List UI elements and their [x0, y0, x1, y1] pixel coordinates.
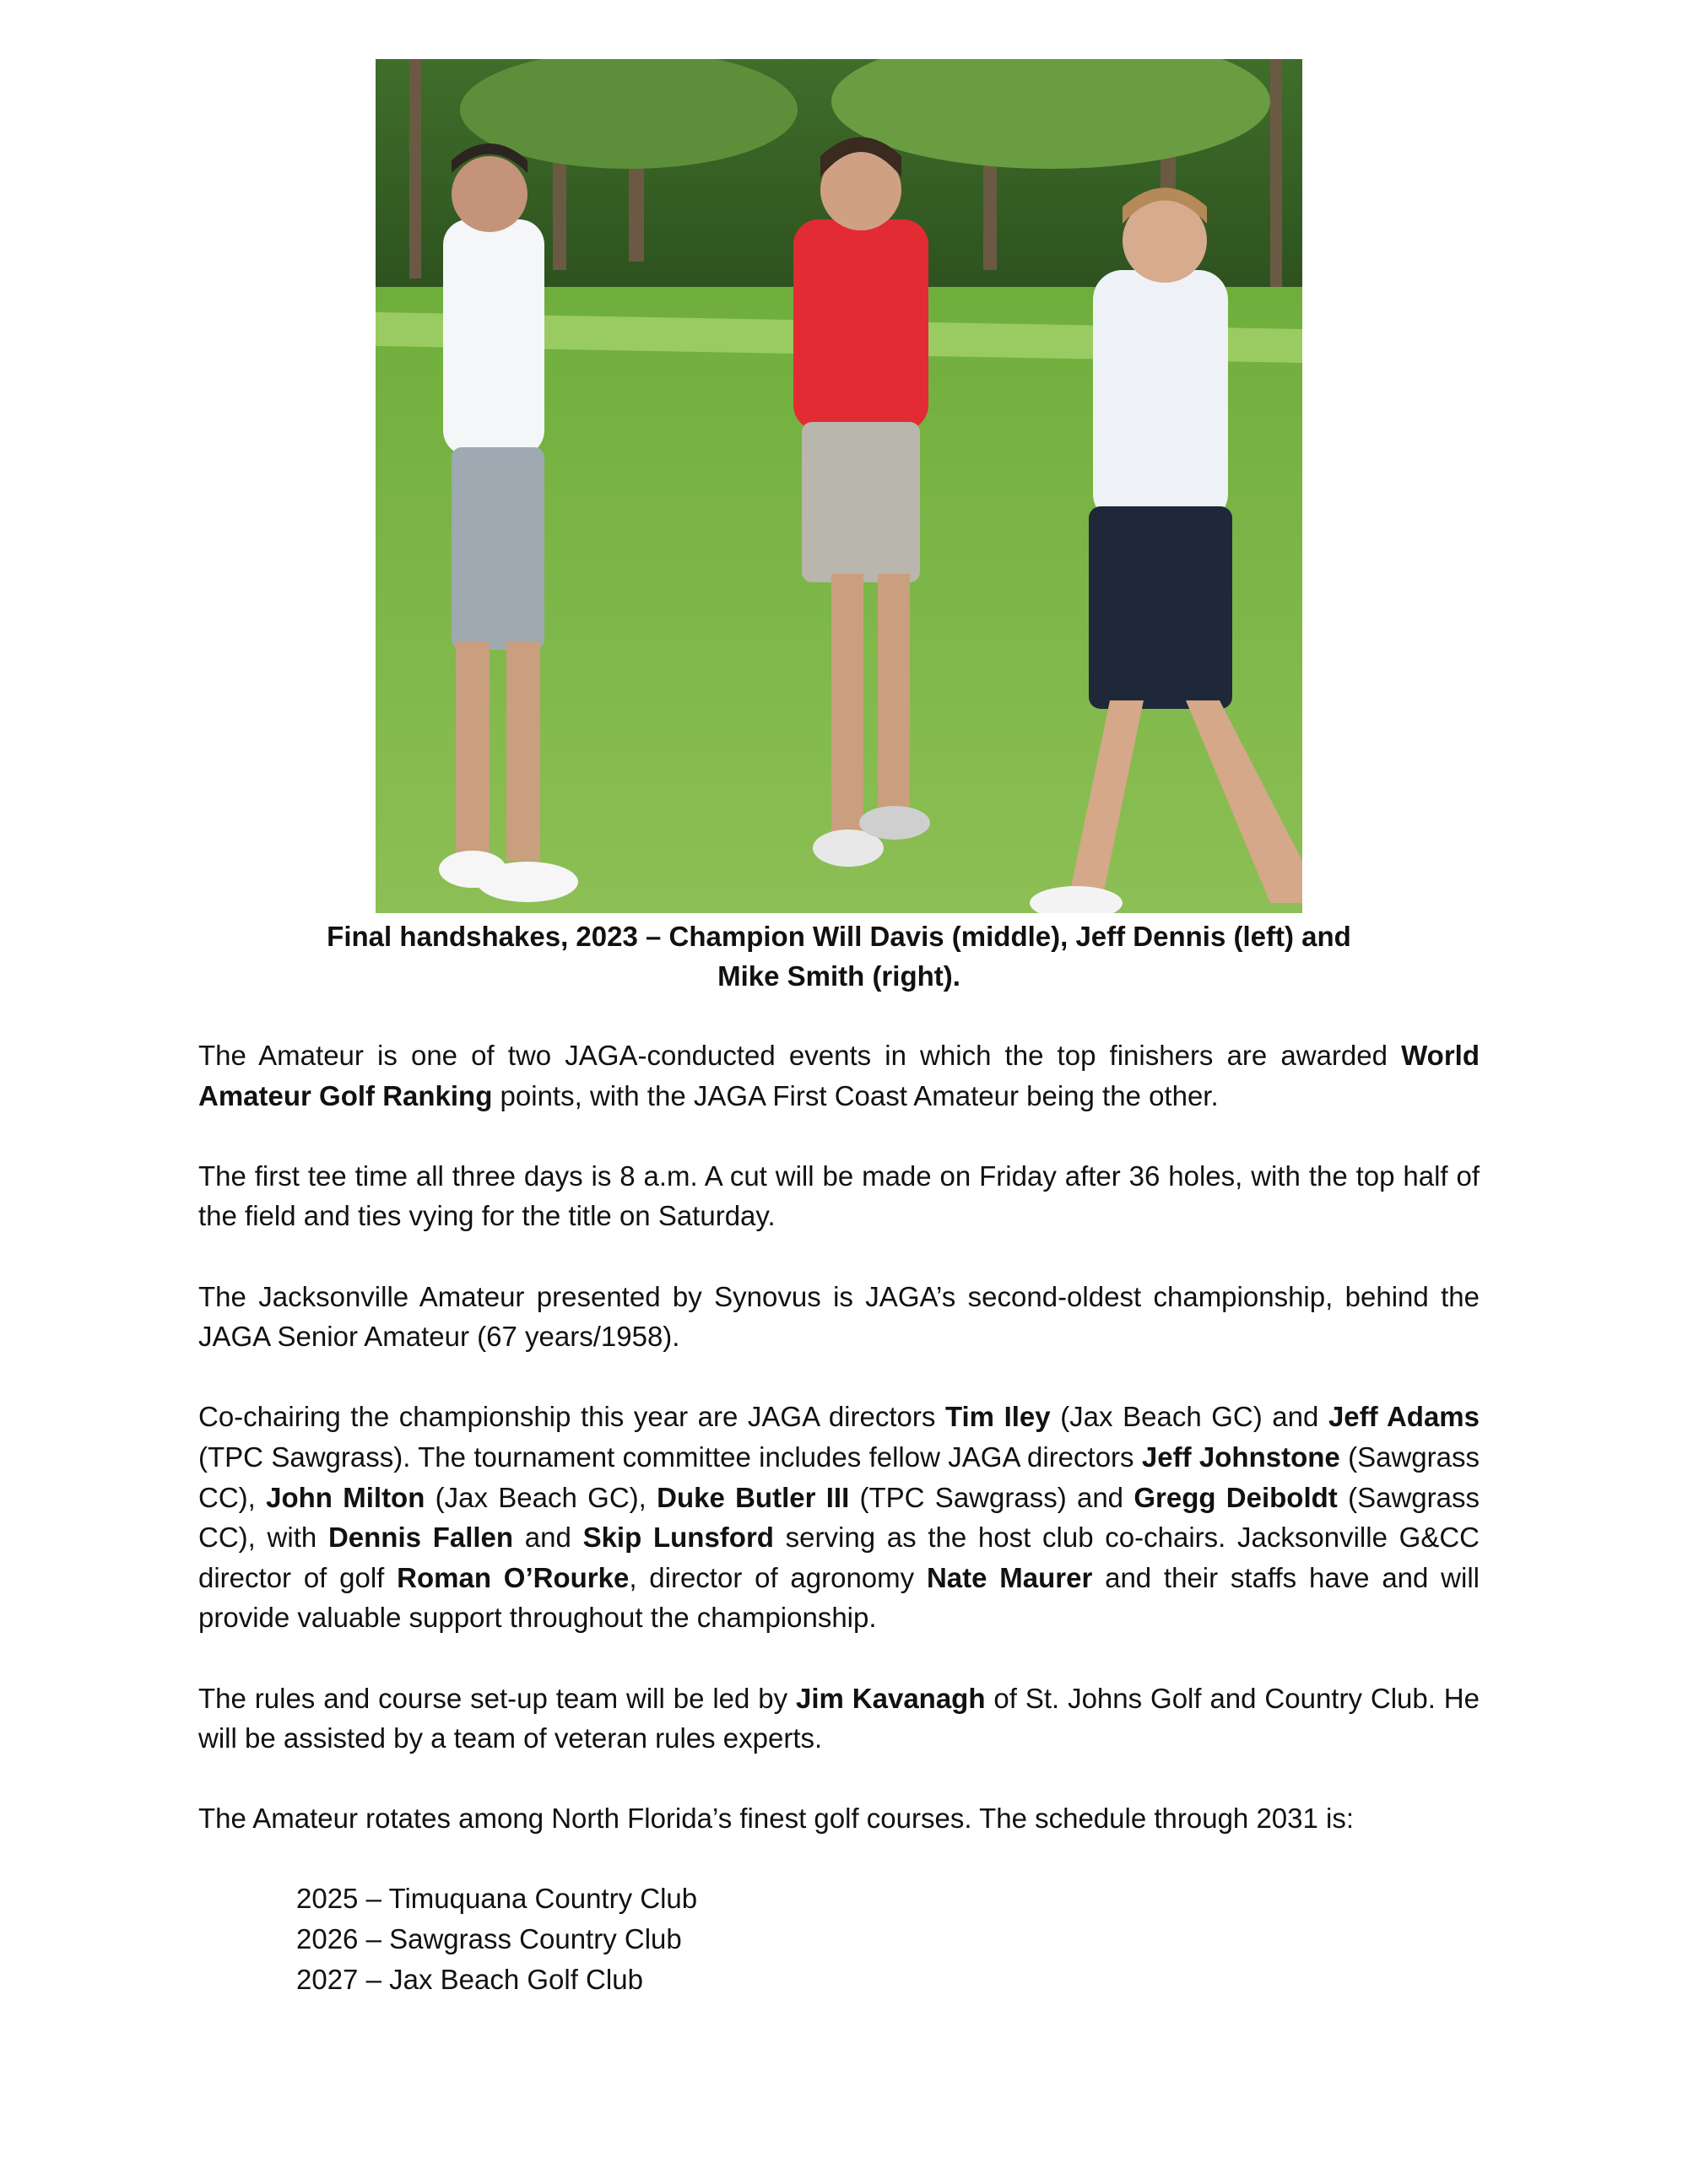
bold-name: John Milton — [266, 1481, 425, 1513]
paragraph — [198, 1277, 1480, 1357]
caption-line-1: Final handshakes, 2023 – Champion Will Davis (middle), Jeff Dennis (left) and — [327, 921, 1351, 952]
bold-name: Jeff Johnstone — [1141, 1441, 1340, 1473]
text-segment: The Jacksonville Amateur presented by Synovus is JAGA’s second-oldest championship, behind the JAGA Senior Amateur (67 years/1958). — [198, 1280, 1480, 1353]
golfers-photo — [376, 59, 1302, 913]
text-segment: serving as the host club co-chairs. Jacksonville G&CC director of golf — [198, 1522, 1480, 1593]
article-body — [198, 1035, 1480, 1999]
bold-name: Roman O’Rourke — [397, 1561, 630, 1593]
text-segment: Co-chairing the championship this year are JAGA directors — [198, 1401, 945, 1433]
bold-name: Tim Iley — [944, 1401, 1051, 1433]
text-segment: and — [513, 1522, 583, 1554]
text-segment: of St. Johns Golf and Country Club. He will be assisted by a team of veteran rules experts. — [198, 1682, 1480, 1754]
caption-line-2: Mike Smith (right). — [717, 960, 960, 992]
text-segment: (Jax Beach GC), — [425, 1481, 657, 1513]
bold-name: World Amateur Golf Ranking — [198, 1040, 1480, 1111]
paragraph — [198, 1397, 1480, 1638]
paragraph — [198, 1035, 1480, 1116]
bold-name: Duke Butler III — [657, 1481, 850, 1513]
bold-name: Gregg Deiboldt — [1133, 1481, 1338, 1513]
text-segment: points, with the JAGA First Coast Amateur being the other. — [492, 1079, 1219, 1111]
photo-caption — [198, 916, 1480, 996]
text-segment: and their staffs have and will provide valuable support throughout the championship. — [198, 1561, 1480, 1634]
schedule-item: 2026 – Sawgrass Country Club — [296, 1923, 682, 1955]
schedule-item: 2025 – Timuquana Country Club — [296, 1883, 698, 1915]
paragraph — [198, 1798, 1480, 1839]
text-segment: The first tee time all three days is 8 a.m. A cut will be made on Friday after 36 holes, with the top half of the field and ties vying for the title on Saturday. — [198, 1160, 1480, 1232]
bold-name: Jeff Adams — [1328, 1401, 1480, 1433]
bold-name: Nate Maurer — [926, 1561, 1093, 1593]
bold-name: Jim Kavanagh — [796, 1682, 986, 1714]
text-segment: The Amateur rotates among North Florida’s finest golf courses. The schedule through 2031 is: — [198, 1803, 1355, 1835]
text-segment: The rules and course set-up team will be led by — [198, 1682, 797, 1714]
text-segment: (Sawgrass CC), with — [198, 1481, 1480, 1554]
text-segment: (Sawgrass CC), — [198, 1441, 1480, 1513]
schedule-item: 2027 – Jax Beach Golf Club — [296, 1963, 643, 1995]
schedule-list — [296, 1879, 1480, 1999]
paragraph — [198, 1679, 1480, 1759]
bold-name: Dennis Fallen — [327, 1522, 514, 1554]
bold-name: Skip Lunsford — [582, 1522, 774, 1554]
text-segment: (TPC Sawgrass) and — [849, 1481, 1134, 1513]
paragraph — [198, 1156, 1480, 1236]
text-segment: , director of agronomy — [629, 1561, 927, 1593]
text-segment: (Jax Beach GC) and — [1050, 1401, 1328, 1433]
text-segment: The Amateur is one of two JAGA-conducted events in which the top finishers are awarded — [198, 1040, 1402, 1071]
text-segment: (TPC Sawgrass). The tournament committee includes fellow JAGA directors — [198, 1441, 1142, 1473]
